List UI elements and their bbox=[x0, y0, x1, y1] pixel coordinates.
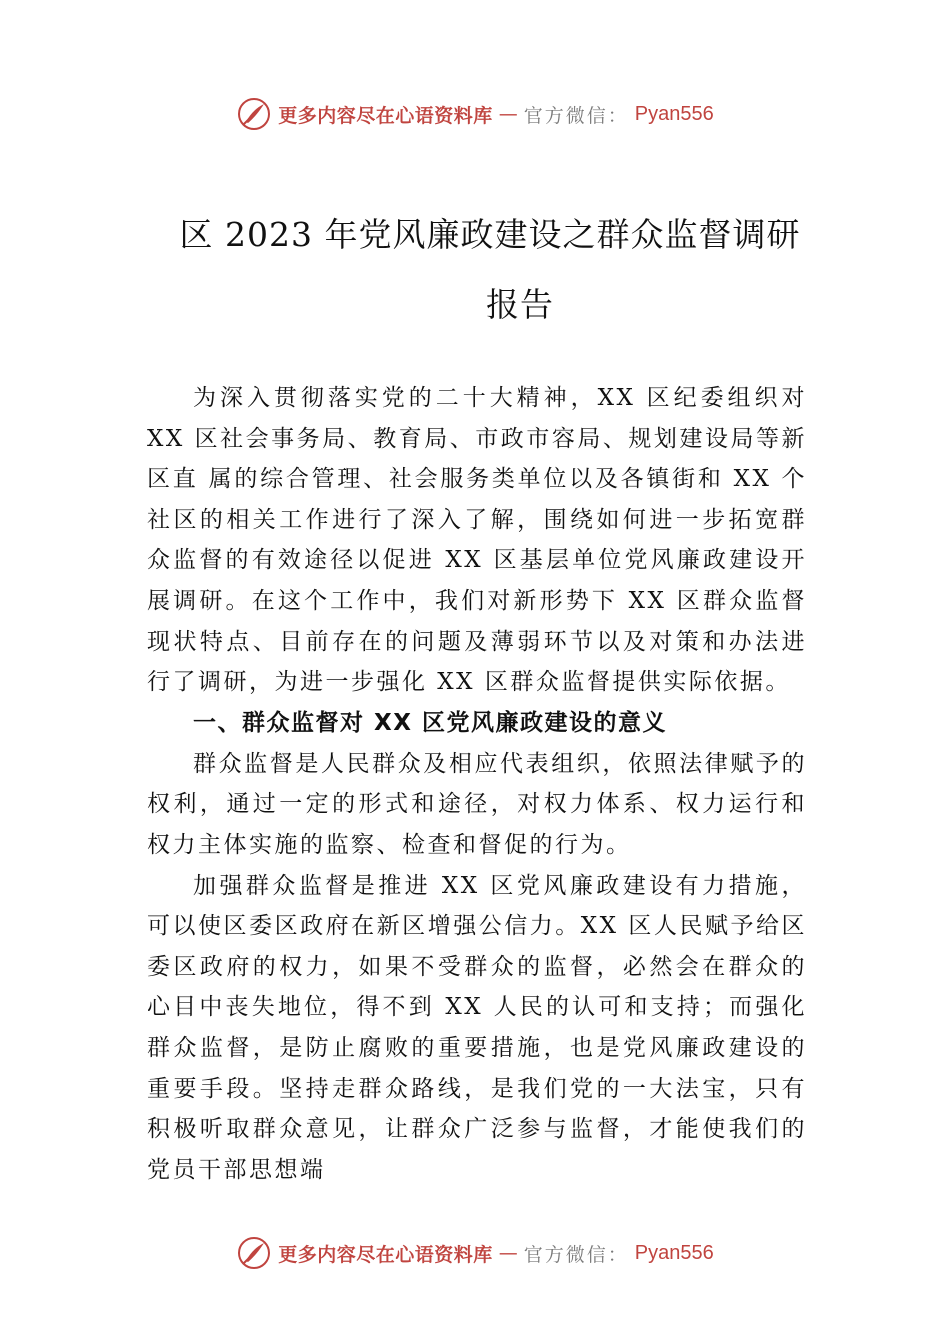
title-line-1: 区 2023 年党风廉政建设之群众监督调研 bbox=[179, 215, 801, 254]
section-heading-1: 一、群众监督对 XX 区党风廉政建设的意义 bbox=[193, 709, 667, 736]
banner-wechat-label: 官方微信： bbox=[523, 1243, 629, 1266]
document-body bbox=[147, 378, 807, 1190]
title-line-2: 报告 bbox=[486, 285, 554, 324]
body-paragraph-2: 加强群众监督是推进 XX 区党风廉政建设有力措施，可以使区委区政府在新区增强公信力。XX 区人民赋予给区委区政府的权力，如果不受群众的监督，必然会在群众的心目中丧失地位，得不到 XX 人民的认可和支持；而强化群众监督，是防止腐败的重要措施，也是党风廉政建设的重要手段。坚持走群众路线，是我们党的一大法宝，只有积极听取群众意见，让群众广泛参与监督，才能使我们的党员干部思想端 bbox=[147, 872, 807, 1183]
banner-wechat-handle: Pyan556 bbox=[634, 1241, 714, 1264]
quill-logo-icon bbox=[236, 1235, 272, 1271]
banner-lead-text: 更多内容尽在心语资料库 bbox=[278, 1243, 493, 1266]
banner-wechat-handle: Pyan556 bbox=[634, 102, 714, 125]
banner-wechat-label: 官方微信： bbox=[523, 104, 629, 127]
banner-lead-text: 更多内容尽在心语资料库 bbox=[278, 104, 493, 127]
body-paragraph-1: 群众监督是人民群众及相应代表组织，依照法律赋予的权利，通过一定的形式和途径，对权力体系、权力运行和权力主体实施的监察、检查和督促的行为。 bbox=[147, 750, 807, 858]
banner-dash: — bbox=[498, 1242, 518, 1264]
quill-logo-icon bbox=[236, 96, 272, 132]
document-title bbox=[100, 200, 880, 340]
banner-dash: — bbox=[498, 103, 518, 125]
footer-banner[interactable] bbox=[0, 1231, 950, 1275]
header-banner[interactable] bbox=[0, 92, 950, 136]
intro-paragraph: 为深入贯彻落实党的二十大精神，XX 区纪委组织对 XX 区社会事务局、教育局、市政市容局、规划建设局等新区直 属的综合管理、社会服务类单位以及各镇街和 XX 个社区的相关工作进行了深入了解，围绕如何进一步拓宽群众监督的有效途径以促进 XX 区基层单位党风廉政建设开展调研。在这个工作中，我们对新形势下 XX 区群众监督现状特点、目前存在的问题及薄弱环节以及对策和办法进行了调研，为进一步强化 XX 区群众监督提供实际依据。 bbox=[147, 385, 807, 696]
